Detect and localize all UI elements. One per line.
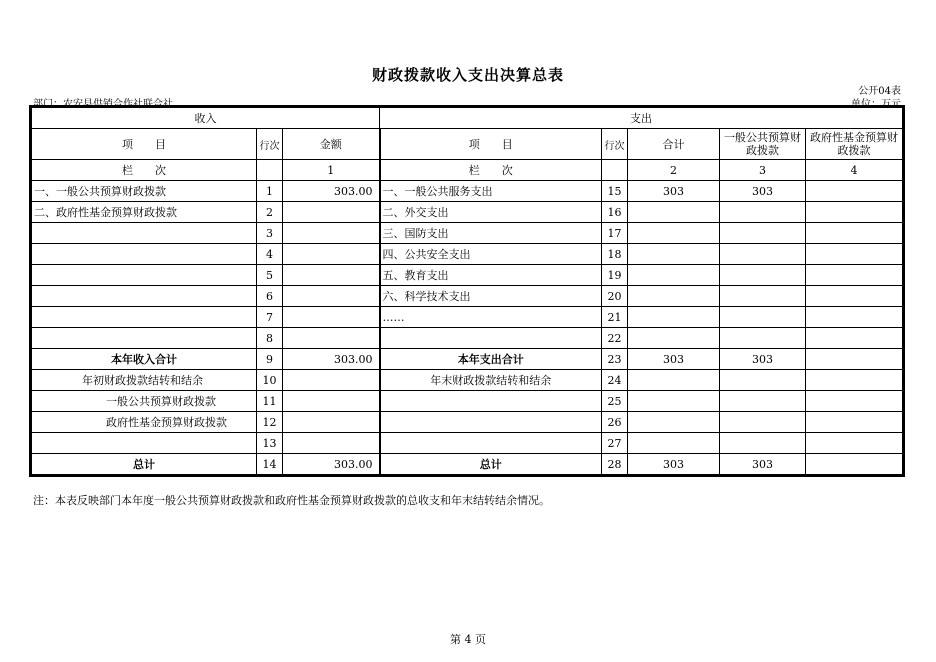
expense-fund-cell — [806, 202, 903, 223]
income-item-cell: 政府性基金预算财政拨款 — [32, 412, 257, 433]
expense-total-cell: 303 — [628, 181, 720, 202]
expense-total-cell — [628, 370, 720, 391]
expense-general-cell — [720, 370, 806, 391]
expense-line-cell: 16 — [602, 202, 628, 223]
expense-fund-cell — [806, 349, 903, 370]
department-label: 部门：农安县供销合作社联合社 — [33, 99, 173, 110]
column-header-row — [32, 129, 903, 160]
income-line-cell: 9 — [257, 349, 283, 370]
table-row — [32, 202, 903, 223]
expense-line-cell: 15 — [602, 181, 628, 202]
expense-fund-cell — [806, 328, 903, 349]
income-amount-cell — [283, 286, 380, 307]
expense-total-cell — [628, 244, 720, 265]
expense-item-cell: 一、一般公共服务支出 — [380, 181, 602, 202]
expense-item-cell: 二、外交支出 — [380, 202, 602, 223]
expense-general-cell — [720, 328, 806, 349]
expense-fund-header: 政府性基金预算财政拨款 — [806, 129, 903, 160]
expense-general-cell — [720, 307, 806, 328]
income-amount-cell — [283, 265, 380, 286]
expense-lanci-line — [602, 160, 628, 181]
income-amount-cell — [283, 370, 380, 391]
expense-item-cell — [380, 412, 602, 433]
expense-line-header: 行次 — [602, 129, 628, 160]
income-amount-cell — [283, 244, 380, 265]
income-item-cell — [32, 328, 257, 349]
expense-fund-cell — [806, 223, 903, 244]
expense-total-cell — [628, 328, 720, 349]
income-item-cell — [32, 307, 257, 328]
expense-total-cell — [628, 286, 720, 307]
income-line-header: 行次 — [257, 129, 283, 160]
income-group-header: 收入 — [32, 108, 380, 129]
expense-general-cell — [720, 391, 806, 412]
expense-item-cell — [380, 328, 602, 349]
expense-fund-cell — [806, 433, 903, 454]
expense-line-cell: 23 — [602, 349, 628, 370]
table-row — [32, 244, 903, 265]
income-line-cell: 2 — [257, 202, 283, 223]
income-line-cell: 8 — [257, 328, 283, 349]
income-line-cell: 6 — [257, 286, 283, 307]
table-row — [32, 370, 903, 391]
expense-general-cell — [720, 244, 806, 265]
income-lanci: 栏 次 — [32, 160, 257, 181]
expense-total-cell: 303 — [628, 454, 720, 475]
income-line-cell: 10 — [257, 370, 283, 391]
income-amount-cell — [283, 433, 380, 454]
income-line-cell: 5 — [257, 265, 283, 286]
expense-total-cell — [628, 412, 720, 433]
expense-total-cell: 303 — [628, 349, 720, 370]
expense-fund-cell — [806, 412, 903, 433]
income-item-cell: 一、一般公共预算财政拨款 — [32, 181, 257, 202]
group-header-row — [32, 108, 903, 129]
expense-line-cell: 21 — [602, 307, 628, 328]
income-item-cell — [32, 265, 257, 286]
expense-general-cell: 303 — [720, 181, 806, 202]
expense-idx-general: 3 — [720, 160, 806, 181]
expense-general-cell — [720, 286, 806, 307]
income-item-cell — [32, 244, 257, 265]
expense-fund-cell — [806, 307, 903, 328]
page-number: 第 4 页 — [450, 633, 486, 646]
table-row — [32, 307, 903, 328]
income-amount-cell: 303.00 — [283, 181, 380, 202]
income-lanci-line — [257, 160, 283, 181]
expense-line-cell: 19 — [602, 265, 628, 286]
income-item-cell: 本年收入合计 — [32, 349, 257, 370]
expense-item-cell: 五、教育支出 — [380, 265, 602, 286]
income-item-cell: 总计 — [32, 454, 257, 475]
income-amount-cell — [283, 202, 380, 223]
table-row — [32, 454, 903, 475]
expense-fund-cell — [806, 265, 903, 286]
table-row — [32, 181, 903, 202]
expense-lanci: 栏 次 — [380, 160, 602, 181]
budget-table — [31, 107, 903, 475]
income-line-cell: 1 — [257, 181, 283, 202]
report-title: 财政拨款收入支出决算总表 — [371, 66, 564, 84]
expense-general-cell — [720, 433, 806, 454]
expense-item-cell: 六、科学技术支出 — [380, 286, 602, 307]
expense-line-cell: 20 — [602, 286, 628, 307]
expense-fund-cell — [806, 286, 903, 307]
expense-general-header: 一般公共预算财政拨款 — [720, 129, 806, 160]
expense-item-cell — [380, 433, 602, 454]
expense-total-cell — [628, 265, 720, 286]
income-amount-cell — [283, 328, 380, 349]
expense-item-header: 项 目 — [380, 129, 602, 160]
income-item-cell — [32, 286, 257, 307]
expense-fund-cell — [806, 181, 903, 202]
expense-line-cell: 22 — [602, 328, 628, 349]
table-row — [32, 433, 903, 454]
income-line-cell: 3 — [257, 223, 283, 244]
expense-item-cell: 总计 — [380, 454, 602, 475]
table-row — [32, 391, 903, 412]
expense-idx-total: 2 — [628, 160, 720, 181]
income-item-header: 项 目 — [32, 129, 257, 160]
table-row — [32, 286, 903, 307]
table-row — [32, 412, 903, 433]
expense-line-cell: 18 — [602, 244, 628, 265]
expense-item-cell: 年末财政拨款结转和结余 — [380, 370, 602, 391]
income-amount-cell: 303.00 — [283, 454, 380, 475]
income-item-cell: 年初财政拨款结转和结余 — [32, 370, 257, 391]
expense-total-cell — [628, 391, 720, 412]
income-amount-cell — [283, 223, 380, 244]
income-item-cell: 一般公共预算财政拨款 — [32, 391, 257, 412]
expense-general-cell: 303 — [720, 349, 806, 370]
expense-line-cell: 24 — [602, 370, 628, 391]
expense-line-cell: 28 — [602, 454, 628, 475]
income-line-cell: 14 — [257, 454, 283, 475]
expense-fund-cell — [806, 244, 903, 265]
expense-general-cell — [720, 412, 806, 433]
expense-line-cell: 26 — [602, 412, 628, 433]
income-amount-cell: 303.00 — [283, 349, 380, 370]
unit-label: 单位：万元 — [851, 99, 901, 110]
expense-item-cell: 四、公共安全支出 — [380, 244, 602, 265]
table-row — [32, 265, 903, 286]
income-line-cell: 4 — [257, 244, 283, 265]
expense-item-cell — [380, 391, 602, 412]
income-amount-cell — [283, 412, 380, 433]
income-line-cell: 13 — [257, 433, 283, 454]
expense-line-cell: 27 — [602, 433, 628, 454]
footnote: 注：本表反映部门本年度一般公共预算财政拨款和政府性基金预算财政拨款的总收支和年末结转结余情况。 — [33, 494, 550, 507]
income-line-cell: 7 — [257, 307, 283, 328]
income-item-cell — [32, 223, 257, 244]
income-line-cell: 12 — [257, 412, 283, 433]
expense-fund-cell — [806, 370, 903, 391]
index-row — [32, 160, 903, 181]
expense-general-cell — [720, 223, 806, 244]
expense-idx-fund: 4 — [806, 160, 903, 181]
income-item-cell — [32, 433, 257, 454]
income-item-cell: 二、政府性基金预算财政拨款 — [32, 202, 257, 223]
expense-line-cell: 17 — [602, 223, 628, 244]
table-row — [32, 349, 903, 370]
income-line-cell: 11 — [257, 391, 283, 412]
expense-general-cell: 303 — [720, 454, 806, 475]
table-row — [32, 328, 903, 349]
expense-general-cell — [720, 265, 806, 286]
table-row — [32, 223, 903, 244]
expense-total-cell — [628, 433, 720, 454]
income-amount-cell — [283, 307, 380, 328]
expense-fund-cell — [806, 454, 903, 475]
expense-line-cell: 25 — [602, 391, 628, 412]
expense-item-cell: 本年支出合计 — [380, 349, 602, 370]
expense-general-cell — [720, 202, 806, 223]
expense-total-cell — [628, 307, 720, 328]
expense-total-header: 合计 — [628, 129, 720, 160]
expense-group-header: 支出 — [380, 108, 903, 129]
income-amount-cell — [283, 391, 380, 412]
form-code: 公开04表 — [858, 86, 901, 97]
expense-total-cell — [628, 202, 720, 223]
expense-total-cell — [628, 223, 720, 244]
income-idx-amount: 1 — [283, 160, 380, 181]
expense-fund-cell — [806, 391, 903, 412]
expense-item-cell: 三、国防支出 — [380, 223, 602, 244]
income-amount-header: 金额 — [283, 129, 380, 160]
expense-item-cell: …… — [380, 307, 602, 328]
